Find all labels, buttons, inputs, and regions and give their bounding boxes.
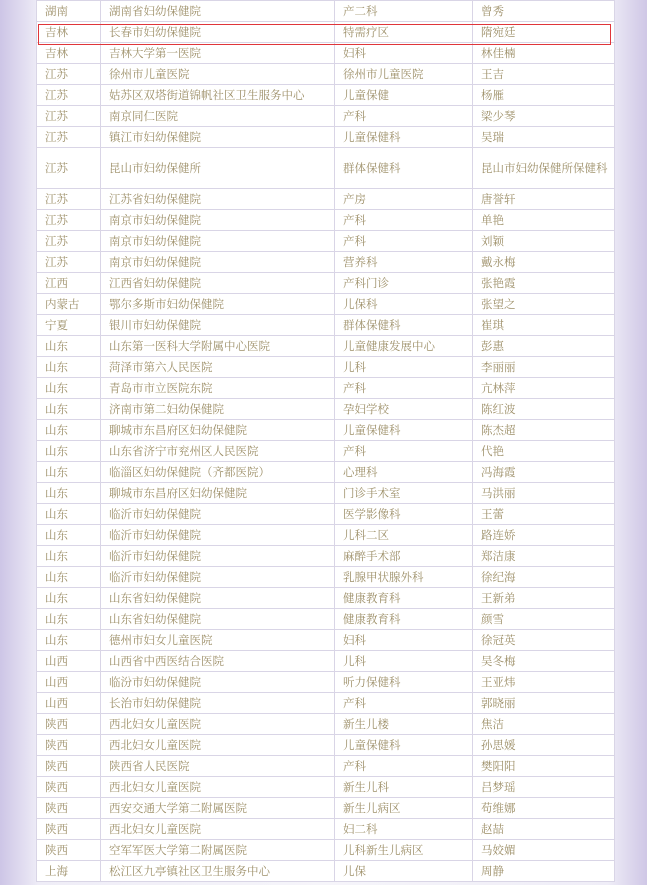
table-row <box>37 336 615 357</box>
province-cell: 陕西 <box>37 840 101 861</box>
table-row <box>37 840 615 861</box>
hospital-cell: 聊城市东昌府区妇幼保健院 <box>101 420 335 441</box>
province-cell: 山西 <box>37 672 101 693</box>
hospital-cell: 西北妇女儿童医院 <box>101 714 335 735</box>
table-row <box>37 294 615 315</box>
hospital-cell: 山东第一医科大学附属中心医院 <box>101 336 335 357</box>
hospital-cell: 临汾市妇幼保健院 <box>101 672 335 693</box>
hospital-cell: 鄂尔多斯市妇幼保健院 <box>101 294 335 315</box>
department-cell: 健康教育科 <box>335 609 473 630</box>
table-row <box>37 357 615 378</box>
province-cell: 山东 <box>37 336 101 357</box>
province-cell: 山西 <box>37 651 101 672</box>
name-cell: 王新弟 <box>473 588 615 609</box>
hospital-cell: 西北妇女儿童医院 <box>101 819 335 840</box>
table-row <box>37 672 615 693</box>
hospital-cell: 长治市妇幼保健院 <box>101 693 335 714</box>
hospital-cell: 德州市妇女儿童医院 <box>101 630 335 651</box>
hospital-cell: 江苏省妇幼保健院 <box>101 189 335 210</box>
province-cell: 山东 <box>37 567 101 588</box>
department-cell: 妇科 <box>335 630 473 651</box>
province-cell: 吉林 <box>37 43 101 64</box>
province-cell: 江苏 <box>37 210 101 231</box>
province-cell: 山东 <box>37 399 101 420</box>
table-row <box>37 651 615 672</box>
department-cell: 儿童保健 <box>335 85 473 106</box>
name-cell: 冯海霞 <box>473 462 615 483</box>
hospital-cell: 山东省妇幼保健院 <box>101 588 335 609</box>
province-cell: 江苏 <box>37 85 101 106</box>
name-cell: 孙思媛 <box>473 735 615 756</box>
department-cell: 产科门诊 <box>335 273 473 294</box>
table-row <box>37 106 615 127</box>
department-cell: 儿保 <box>335 861 473 882</box>
table-row <box>37 127 615 148</box>
department-cell: 产科 <box>335 106 473 127</box>
table-row <box>37 546 615 567</box>
province-cell: 陕西 <box>37 819 101 840</box>
name-cell: 徐冠英 <box>473 630 615 651</box>
province-cell: 上海 <box>37 861 101 882</box>
table-row <box>37 735 615 756</box>
name-cell: 林佳楠 <box>473 43 615 64</box>
name-cell: 王亚炜 <box>473 672 615 693</box>
name-cell: 代艳 <box>473 441 615 462</box>
awardee-table-body <box>37 1 615 882</box>
province-cell: 宁夏 <box>37 315 101 336</box>
province-cell: 陕西 <box>37 777 101 798</box>
name-cell: 张望之 <box>473 294 615 315</box>
name-cell: 亢林萍 <box>473 378 615 399</box>
province-cell: 陕西 <box>37 798 101 819</box>
table-row <box>37 64 615 85</box>
name-cell: 郭晓丽 <box>473 693 615 714</box>
hospital-cell: 西安交通大学第二附属医院 <box>101 798 335 819</box>
hospital-cell: 西北妇女儿童医院 <box>101 735 335 756</box>
name-cell: 王蕾 <box>473 504 615 525</box>
name-cell: 隋宛廷 <box>473 22 615 43</box>
name-cell: 吴冬梅 <box>473 651 615 672</box>
department-cell: 特需疗区 <box>335 22 473 43</box>
province-cell: 陕西 <box>37 756 101 777</box>
hospital-cell: 镇江市妇幼保健院 <box>101 127 335 148</box>
table-row <box>37 504 615 525</box>
department-cell: 群体保健科 <box>335 148 473 189</box>
name-cell: 王吉 <box>473 64 615 85</box>
hospital-cell: 昆山市妇幼保健所 <box>101 148 335 189</box>
department-cell: 儿保科 <box>335 294 473 315</box>
table-row <box>37 609 615 630</box>
name-cell: 马姣媚 <box>473 840 615 861</box>
hospital-cell: 山西省中西医结合医院 <box>101 651 335 672</box>
department-cell: 产科 <box>335 756 473 777</box>
department-cell: 听力保健科 <box>335 672 473 693</box>
department-cell: 儿童保健科 <box>335 127 473 148</box>
table-row <box>37 252 615 273</box>
hospital-cell: 青岛市市立医院东院 <box>101 378 335 399</box>
department-cell: 医学影像科 <box>335 504 473 525</box>
hospital-cell: 陕西省人民医院 <box>101 756 335 777</box>
province-cell: 山东 <box>37 546 101 567</box>
department-cell: 儿科新生儿病区 <box>335 840 473 861</box>
table-row <box>37 525 615 546</box>
department-cell: 麻醉手术部 <box>335 546 473 567</box>
hospital-cell: 吉林大学第一医院 <box>101 43 335 64</box>
table-row <box>37 148 615 189</box>
name-cell: 樊阳阳 <box>473 756 615 777</box>
hospital-cell: 长春市妇幼保健院 <box>101 22 335 43</box>
table-row <box>37 693 615 714</box>
department-cell: 儿科 <box>335 651 473 672</box>
province-cell: 山东 <box>37 483 101 504</box>
table-row <box>37 22 615 43</box>
province-cell: 山东 <box>37 462 101 483</box>
province-cell: 陕西 <box>37 735 101 756</box>
hospital-cell: 山东省妇幼保健院 <box>101 609 335 630</box>
department-cell: 产科 <box>335 231 473 252</box>
department-cell: 新生儿病区 <box>335 798 473 819</box>
department-cell: 儿童健康发展中心 <box>335 336 473 357</box>
province-cell: 江苏 <box>37 252 101 273</box>
department-cell: 新生儿科 <box>335 777 473 798</box>
name-cell: 周静 <box>473 861 615 882</box>
name-cell: 马洪丽 <box>473 483 615 504</box>
department-cell: 门诊手术室 <box>335 483 473 504</box>
department-cell: 产科 <box>335 693 473 714</box>
province-cell: 山东 <box>37 441 101 462</box>
awardee-table <box>36 0 615 882</box>
department-cell: 产二科 <box>335 1 473 22</box>
hospital-cell: 南京同仁医院 <box>101 106 335 127</box>
province-cell: 江苏 <box>37 106 101 127</box>
hospital-cell: 湖南省妇幼保健院 <box>101 1 335 22</box>
name-cell: 李丽丽 <box>473 357 615 378</box>
table-row <box>37 189 615 210</box>
name-cell: 徐纪海 <box>473 567 615 588</box>
department-cell: 产科 <box>335 378 473 399</box>
hospital-cell: 山东省济宁市兖州区人民医院 <box>101 441 335 462</box>
hospital-cell: 徐州市儿童医院 <box>101 64 335 85</box>
hospital-cell: 南京市妇幼保健院 <box>101 210 335 231</box>
province-cell: 山东 <box>37 357 101 378</box>
department-cell: 儿科二区 <box>335 525 473 546</box>
table-row <box>37 1 615 22</box>
hospital-cell: 临淄区妇幼保健院（齐都医院） <box>101 462 335 483</box>
name-cell: 张艳霞 <box>473 273 615 294</box>
hospital-cell: 南京市妇幼保健院 <box>101 252 335 273</box>
name-cell: 唐誉轩 <box>473 189 615 210</box>
department-cell: 乳腺甲状腺外科 <box>335 567 473 588</box>
name-cell: 陈红波 <box>473 399 615 420</box>
department-cell: 产科 <box>335 210 473 231</box>
province-cell: 山东 <box>37 504 101 525</box>
department-cell: 健康教育科 <box>335 588 473 609</box>
name-cell: 郑洁康 <box>473 546 615 567</box>
department-cell: 妇科 <box>335 43 473 64</box>
table-row <box>37 819 615 840</box>
province-cell: 山东 <box>37 378 101 399</box>
hospital-cell: 空军军医大学第二附属医院 <box>101 840 335 861</box>
hospital-cell: 江西省妇幼保健院 <box>101 273 335 294</box>
table-row <box>37 43 615 64</box>
name-cell: 赵喆 <box>473 819 615 840</box>
name-cell: 曾秀 <box>473 1 615 22</box>
province-cell: 江苏 <box>37 64 101 85</box>
department-cell: 妇二科 <box>335 819 473 840</box>
hospital-cell: 姑苏区双塔街道锦帆社区卫生服务中心 <box>101 85 335 106</box>
province-cell: 江苏 <box>37 189 101 210</box>
table-row <box>37 798 615 819</box>
name-cell: 彭惠 <box>473 336 615 357</box>
province-cell: 山东 <box>37 420 101 441</box>
hospital-cell: 银川市妇幼保健院 <box>101 315 335 336</box>
name-cell: 杨雁 <box>473 85 615 106</box>
department-cell: 徐州市儿童医院 <box>335 64 473 85</box>
province-cell: 湖南 <box>37 1 101 22</box>
name-cell: 梁少琴 <box>473 106 615 127</box>
province-cell: 江西 <box>37 273 101 294</box>
table-row <box>37 483 615 504</box>
province-cell: 江苏 <box>37 231 101 252</box>
department-cell: 产科 <box>335 441 473 462</box>
name-cell: 崔琪 <box>473 315 615 336</box>
hospital-cell: 临沂市妇幼保健院 <box>101 525 335 546</box>
table-row <box>37 315 615 336</box>
province-cell: 内蒙古 <box>37 294 101 315</box>
hospital-cell: 菏泽市第六人民医院 <box>101 357 335 378</box>
table-row <box>37 210 615 231</box>
province-cell: 陕西 <box>37 714 101 735</box>
province-cell: 山东 <box>37 525 101 546</box>
table-row <box>37 861 615 882</box>
province-cell: 山东 <box>37 588 101 609</box>
hospital-cell: 西北妇女儿童医院 <box>101 777 335 798</box>
name-cell: 焦洁 <box>473 714 615 735</box>
hospital-cell: 济南市第二妇幼保健院 <box>101 399 335 420</box>
province-cell: 山东 <box>37 609 101 630</box>
province-cell: 江苏 <box>37 127 101 148</box>
name-cell: 陈杰超 <box>473 420 615 441</box>
table-row <box>37 85 615 106</box>
name-cell: 颜雪 <box>473 609 615 630</box>
table-row <box>37 777 615 798</box>
name-cell: 昆山市妇幼保健所保健科 <box>473 148 615 189</box>
table-row <box>37 714 615 735</box>
name-cell: 吴瑞 <box>473 127 615 148</box>
department-cell: 儿童保健科 <box>335 420 473 441</box>
hospital-cell: 南京市妇幼保健院 <box>101 231 335 252</box>
table-row <box>37 420 615 441</box>
awardee-list-sheet <box>36 0 614 882</box>
hospital-cell: 临沂市妇幼保健院 <box>101 504 335 525</box>
table-row <box>37 567 615 588</box>
department-cell: 儿童保健科 <box>335 735 473 756</box>
department-cell: 心理科 <box>335 462 473 483</box>
name-cell: 戴永梅 <box>473 252 615 273</box>
name-cell: 苟维娜 <box>473 798 615 819</box>
table-row <box>37 273 615 294</box>
province-cell: 山东 <box>37 630 101 651</box>
table-row <box>37 630 615 651</box>
department-cell: 群体保健科 <box>335 315 473 336</box>
name-cell: 路连娇 <box>473 525 615 546</box>
department-cell: 儿科 <box>335 357 473 378</box>
department-cell: 新生儿楼 <box>335 714 473 735</box>
hospital-cell: 临沂市妇幼保健院 <box>101 546 335 567</box>
name-cell: 吕梦瑶 <box>473 777 615 798</box>
table-row <box>37 231 615 252</box>
table-row <box>37 588 615 609</box>
province-cell: 吉林 <box>37 22 101 43</box>
table-row <box>37 756 615 777</box>
table-row <box>37 378 615 399</box>
department-cell: 营养科 <box>335 252 473 273</box>
hospital-cell: 临沂市妇幼保健院 <box>101 567 335 588</box>
province-cell: 山西 <box>37 693 101 714</box>
table-row <box>37 462 615 483</box>
hospital-cell: 松江区九亭镇社区卫生服务中心 <box>101 861 335 882</box>
hospital-cell: 聊城市东昌府区妇幼保健院 <box>101 483 335 504</box>
department-cell: 产房 <box>335 189 473 210</box>
name-cell: 刘颖 <box>473 231 615 252</box>
table-row <box>37 399 615 420</box>
name-cell: 单艳 <box>473 210 615 231</box>
province-cell: 江苏 <box>37 148 101 189</box>
department-cell: 孕妇学校 <box>335 399 473 420</box>
table-row <box>37 441 615 462</box>
